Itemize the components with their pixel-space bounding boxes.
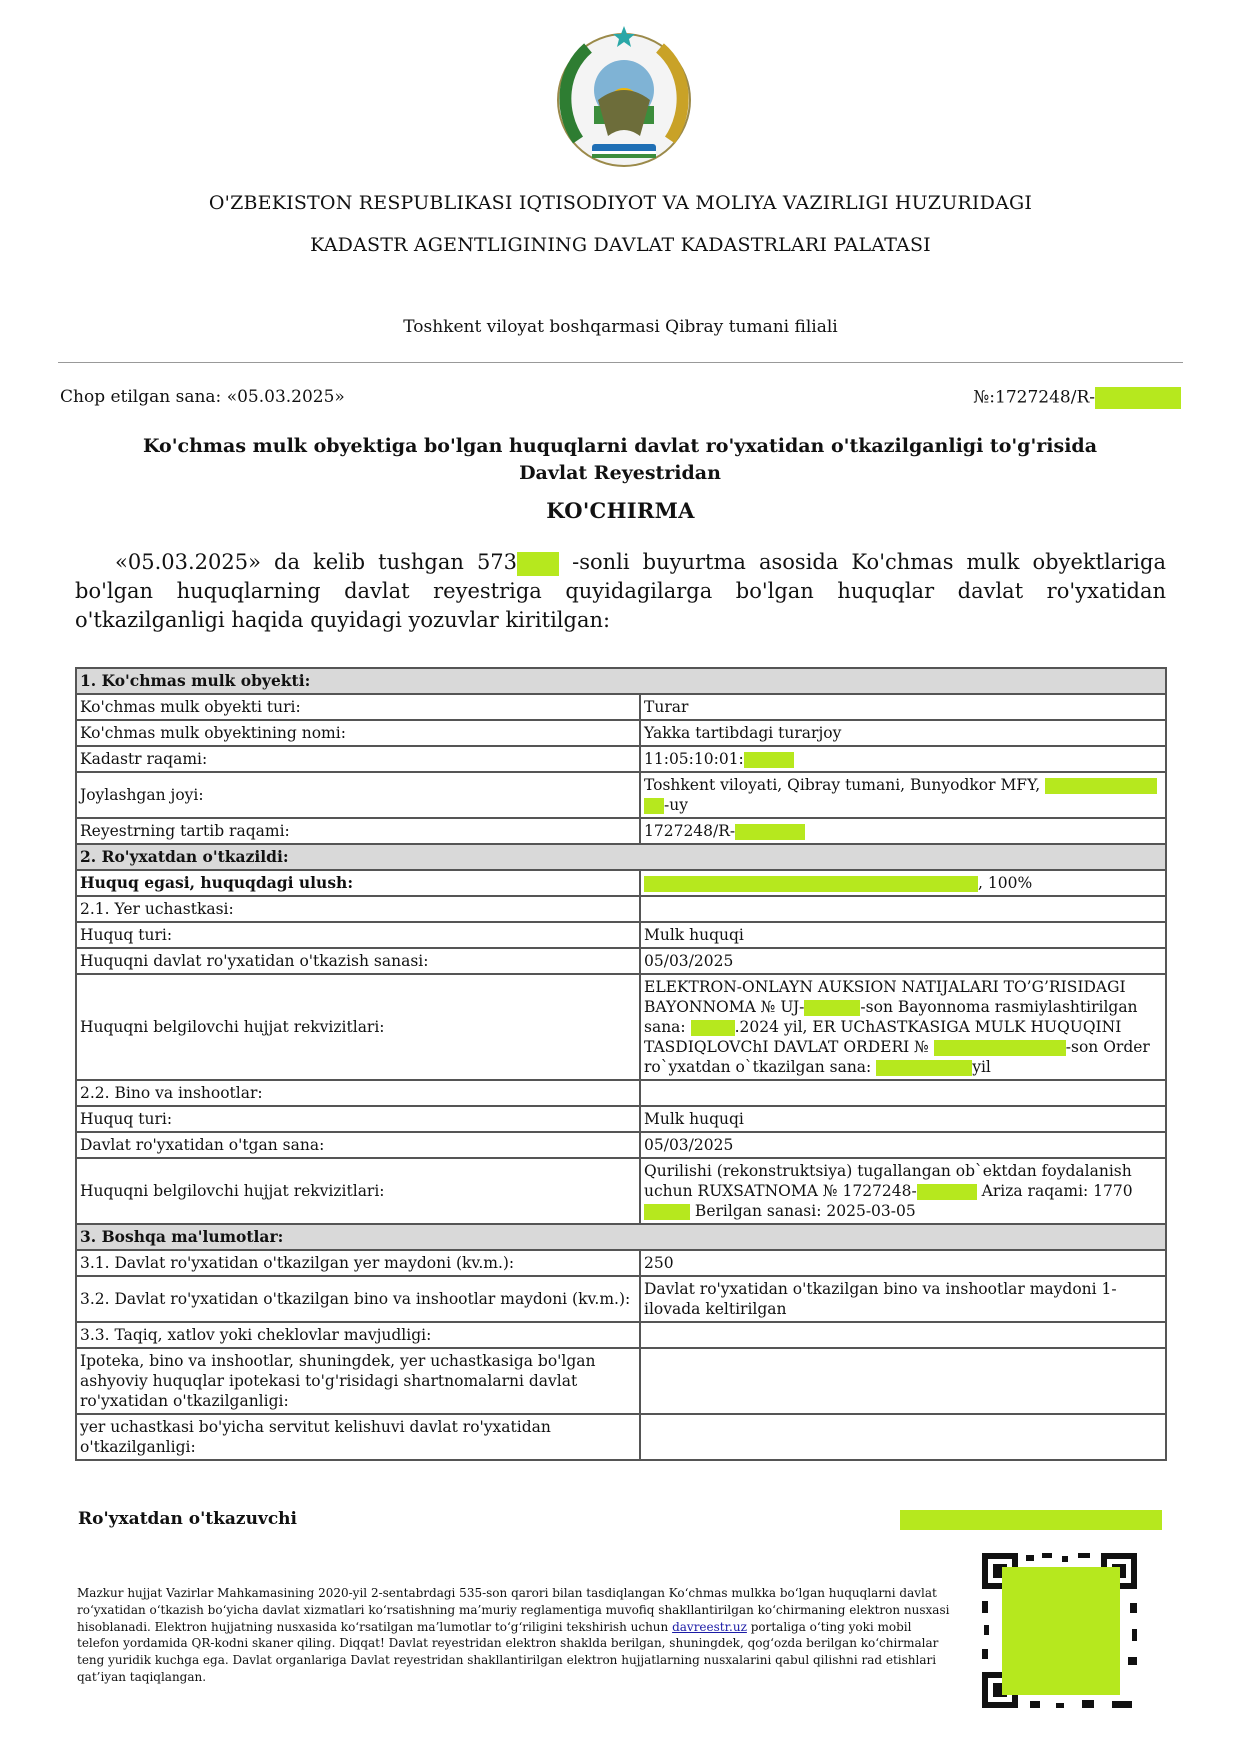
intro-part-1: «05.03.2025» da kelib tushgan 573 (115, 550, 518, 574)
table-row (76, 694, 1166, 720)
row-label: Huquqni davlat ro'yxatidan o'tkazish sanasi: (76, 948, 640, 974)
row-value: Turar (640, 694, 1166, 720)
row-value: Davlat ro'yxatidan o'tkazilgan bino va inshootlar maydoni 1-ilovada keltirilgan (640, 1276, 1166, 1322)
row-label: Ipoteka, bino va inshootlar, shuningdek, yer uchastkasiga bo'lgan ashyoviy huquqlar ipotekasi to'g'risidagi shartnomalarni davlat ro'yxatidan o'tkazilganligi: (76, 1348, 640, 1414)
row-label: Davlat ro'yxatidan o'tgan sana: (76, 1132, 640, 1158)
row-value (640, 818, 1166, 844)
footer-text-2: portaliga o‘ting yoki mobil telefon yordamida QR-kodni skaner qiling. Diqqat! Davlat reyestridan elektron shaklda berilgan, shuningdek, qog‘ozda berilgan ko‘chirmalar teng yuridik kuchga ega. Davlat organlariga Davlat reyestridan shakllantirilgan elektron hujjatlarning nusxalarini qabul qilishni rad etishlari qat’iyan taqiqlangan. (77, 1619, 939, 1684)
row-label: Ko'chmas mulk obyekti turi: (76, 694, 640, 720)
table-row (76, 922, 1166, 948)
doc-text: -son Bayonnoma rasmiylashtirilgan sana: (644, 998, 1138, 1036)
redaction (804, 1000, 860, 1016)
qr-code-icon[interactable] (982, 1553, 1137, 1708)
table-section (76, 844, 1166, 870)
section-title: 2. Ro'yxatdan o'tkazildi: (76, 844, 1166, 870)
table-section (76, 668, 1166, 694)
table-row (76, 1080, 1166, 1106)
doc-text: -son Order ro`yxatdan o`tkazilgan sana: (644, 1038, 1150, 1076)
registry-number: 1727248/R- (644, 822, 736, 840)
row-label: 2.1. Yer uchastkasi: (76, 896, 640, 922)
document-subtitle: KO'CHIRMA (546, 498, 695, 523)
table-row (76, 896, 1166, 922)
row-label: Huquqni belgilovchi hujjat rekvizitlari: (76, 1158, 640, 1224)
row-label: Reyestrning tartib raqami: (76, 818, 640, 844)
section-title: 1. Ko'chmas mulk obyekti: (76, 668, 1166, 694)
davreestr-link[interactable]: davreestr.uz (672, 1619, 747, 1634)
branch-name: Toshkent viloyat boshqarmasi Qibray tumani filiali (403, 317, 838, 337)
table-row (76, 948, 1166, 974)
address-suffix: -uy (664, 796, 688, 814)
doc-text: ELEKTRON-ONLAYN AUKSION NATIJALARI TO’G’RISIDAGI BAYONNOMA № UJ- (644, 978, 1126, 1016)
table-row (76, 1132, 1166, 1158)
row-label: 3.1. Davlat ro'yxatidan o'tkazilgan yer maydoni (kv.m.): (76, 1250, 640, 1276)
footer-text-1: Mazkur hujjat Vazirlar Mahkamasining 2020-yil 2-sentabrdagi 535-son qarori bilan tasdiqlangan Ko‘chmas mulkka bo‘lgan huquqlarni davlat ro‘yxatidan o‘tkazish bo‘yicha davlat xizmatlari ko‘rsatishning ma’muriy reglamentiga muvofiq shakllantirilgan ko‘chirmaning elektron nusxasi hisoblanadi. Elektron hujjatning nusxasida ko‘rsatilgan ma’lumotlar to‘g‘riligini tekshirish uchun (77, 1586, 950, 1634)
row-value (640, 746, 1166, 772)
redaction (934, 1040, 1066, 1056)
section-title: 3. Boshqa ma'lumotlar: (76, 1224, 1166, 1250)
redaction (691, 1020, 735, 1036)
doc-text: yil (972, 1058, 991, 1076)
table-row (76, 720, 1166, 746)
row-label: Ko'chmas mulk obyektining nomi: (76, 720, 640, 746)
redaction (735, 824, 805, 840)
row-label: Huquq egasi, huquqdagi ulush: (76, 870, 640, 896)
row-label: 3.2. Davlat ro'yxatidan o'tkazilgan bino va inshootlar maydoni (kv.m.): (76, 1276, 640, 1322)
table-row (76, 974, 1166, 1080)
document-number-text: №:1727248/R- (973, 387, 1095, 408)
table-row (76, 1250, 1166, 1276)
table-row (76, 818, 1166, 844)
row-value: 05/03/2025 (640, 948, 1166, 974)
row-label: 3.3. Taqiq, xatlov yoki cheklovlar mavjudligi: (76, 1322, 640, 1348)
row-value (640, 1322, 1166, 1348)
redaction (744, 752, 794, 768)
row-value (640, 974, 1166, 1080)
registrar-label: Ro'yxatdan o'tkazuvchi (78, 1509, 297, 1529)
footer-note (77, 1585, 957, 1686)
table-row (76, 1106, 1166, 1132)
redaction (1045, 778, 1157, 794)
table-row (76, 1158, 1166, 1224)
row-value: 250 (640, 1250, 1166, 1276)
row-label: yer uchastkasi bo'yicha servitut kelishuvi davlat ro'yxatidan o'tkazilganligi: (76, 1414, 640, 1460)
row-value: Mulk huquqi (640, 1106, 1166, 1132)
owner-share: , 100% (978, 874, 1033, 892)
table-row (76, 1322, 1166, 1348)
row-value: 05/03/2025 (640, 1132, 1166, 1158)
table-row (76, 1348, 1166, 1414)
redaction (644, 876, 978, 892)
row-value (640, 1158, 1166, 1224)
cadastre-number: 11:05:10:01: (644, 750, 744, 768)
row-value: Mulk huquqi (640, 922, 1166, 948)
printed-date: Chop etilgan sana: «05.03.2025» (60, 387, 345, 407)
table-row (76, 1276, 1166, 1322)
row-label: Joylashgan joyi: (76, 772, 640, 818)
redaction (517, 552, 559, 576)
document-number (973, 387, 1181, 409)
redaction (876, 1060, 972, 1076)
row-value (640, 772, 1166, 818)
row-label: Huquqni belgilovchi hujjat rekvizitlari: (76, 974, 640, 1080)
redaction (900, 1510, 1162, 1530)
agency-line-1: O'ZBEKISTON RESPUBLIKASI IQTISODIYOT VA MOLIYA VAZIRLIGI HUZURIDAGI (208, 192, 1033, 214)
registry-table (75, 667, 1167, 1461)
row-value (640, 870, 1166, 896)
table-row (76, 870, 1166, 896)
doc-text: Qurilishi (rekonstruktsiya) tugallangan ob`ektdan foydalanish uchun RUXSATNOMA № 1727248- (644, 1162, 1132, 1200)
divider (58, 362, 1183, 363)
row-value (640, 1348, 1166, 1414)
row-label: Huquq turi: (76, 1106, 640, 1132)
state-emblem-icon (548, 20, 700, 176)
table-row (76, 1414, 1166, 1460)
doc-text: .2024 yil, ER UChASTKASIGA MULK HUQUQINI TASDIQLOVChI DAVLAT ORDERI № (644, 1018, 1122, 1056)
redaction (917, 1184, 977, 1200)
document-title: Ko'chmas mulk obyektiga bo'lgan huquqlarni davlat ro'yxatidan o'tkazilganligi to'g'risida Davlat Reyestridan (142, 435, 1098, 484)
row-value (640, 896, 1166, 922)
row-value: Yakka tartibdagi turarjoy (640, 720, 1166, 746)
row-label: Kadastr raqami: (76, 746, 640, 772)
doc-text: Ariza raqami: 1770 (976, 1182, 1133, 1200)
intro-part-2: -sonli buyurtma asosida Ko'chmas mulk obyektlariga bo'lgan huquqlarning davlat reyestriga quyidagilarga bo'lgan huquqlar davlat ro'yxatidan o'tkazilganligi haqida quyidagi yozuvlar kiritilgan: (75, 550, 1166, 632)
row-label: Huquq turi: (76, 922, 640, 948)
row-label: 2.2. Bino va inshootlar: (76, 1080, 640, 1106)
doc-text: Berilgan sanasi: 2025-03-05 (690, 1202, 916, 1220)
table-section (76, 1224, 1166, 1250)
address-text: Toshkent viloyati, Qibray tumani, Bunyodkor MFY, (644, 776, 1041, 794)
row-value (640, 1080, 1166, 1106)
redaction (644, 1204, 690, 1220)
redaction (1095, 387, 1181, 409)
table-row (76, 746, 1166, 772)
intro-paragraph (75, 548, 1166, 635)
redaction (644, 798, 664, 814)
row-value (640, 1414, 1166, 1460)
agency-line-2: KADASTR AGENTLIGINING DAVLAT KADASTRLARI PALATASI (310, 234, 931, 256)
table-row (76, 772, 1166, 818)
